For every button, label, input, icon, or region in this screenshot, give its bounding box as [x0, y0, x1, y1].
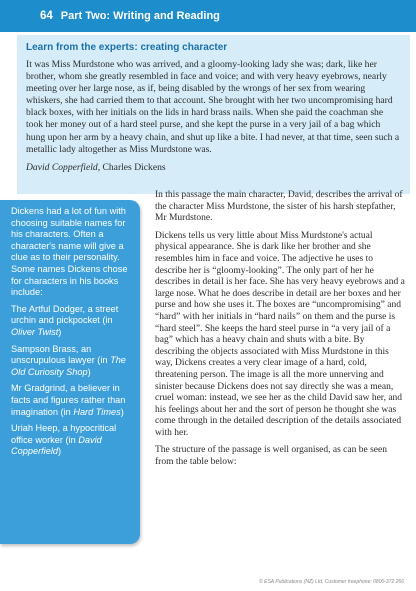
- page-number: 64: [40, 10, 53, 22]
- footer-copyright: © ESA Publications (NZ) Ltd, Customer freephone: 0800-372 266: [259, 579, 404, 585]
- main-body: [155, 190, 405, 475]
- quote-source-book: David Copperfield: [26, 161, 98, 173]
- quote-source-author: , Charles Dickens: [97, 161, 166, 173]
- body-paragraph: Dickens tells us very little about Miss Murdstone's actual physical appearance. She is dark like her brother and she resembles him in face and voice. The adjective he uses to describe her is “gloomy-looking”. The only part of her he describes in detail is her face. She has very heavy eyebrows and a large nose. What he does describe in detail are her boxes and her purse and how she uses it. The boxes are “uncompromising” and “hard” with her initials in “hard nails” on them and the purse is “hard steel”. She keeps the hard steel purse in “a very jail of a bag” which has a heavy chain and shuts with a bite. By describing the objects associated with Miss Murdstone in this way, Dickens creates a very clear image of a hard, cold, threatening person. The image is all the more unnerving and sinister because Dickens does not say directly she was a mean, cruel woman: instead, we see her as the child David saw her, and his feelings about her and the sort of person he thought she was come through in the detailed description of the details associated with her.: [155, 230, 405, 438]
- sidebar-item-close: ): [120, 406, 124, 417]
- sidebar-item-book: The Old Curiosity Shop: [11, 355, 126, 377]
- sidebar-item-desc: Sampson Brass, an unscrupulous lawyer (in: [11, 343, 111, 366]
- sidebar-item-desc: The Artful Dodger, a street urchin and pickpocket (in: [11, 303, 119, 326]
- sidebar-item: [11, 344, 134, 379]
- sidebar-item-close: ): [58, 446, 62, 457]
- sidebar-item: [11, 423, 134, 458]
- sidebar-item-desc: Uriah Heep, a hypocritical office worker (in: [11, 423, 117, 445]
- sidebar-item-book: Hard Times: [73, 406, 121, 417]
- body-paragraph: The structure of the passage is well organised, as can be seen from the table below:: [155, 445, 387, 468]
- sidebar-item: [11, 383, 134, 418]
- sidebar-item: [11, 304, 134, 339]
- section-title: Part Two: Writing and Reading: [60, 10, 220, 22]
- sidebar-item-desc: Mr Gradgrind, a believer in facts and figures rather than imagination (in: [11, 383, 126, 417]
- quote-text: It was Miss Murdstone who was arrived, and a gloomy-looking lady she was; dark, like her brother, whom she greatly resembled in face and voice; and with very heavy eyebrows, nearly meeting over her large nose, as if, being disabled by the wrongs of her sex from wearing whiskers, she had carried them to that account. She brought with her two uncompromising hard black boxes, with her initials on the lids in hard brass nails. When she paid the coachman she took her money out of a hard steel purse, and she kept the purse in a very jail of a bag which hung upon her arm by a heavy chain, and shut up like a bite. I had never, at that time, seen such a metallic lady altogether as Miss Murdstone was.: [26, 59, 400, 155]
- quote-box: [17, 35, 410, 194]
- quote-box-title: Learn from the experts: creating character: [26, 42, 228, 53]
- body-paragraph: In this passage the main character, David, describes the arrival of the character Miss Murdstone, the sister of his harsh stepfather, Mr Murdstone.: [155, 190, 403, 224]
- sidebar-item-close: ): [58, 326, 62, 337]
- sidebar-item-book: David Copperfield: [11, 434, 102, 457]
- page-header: [0, 0, 416, 32]
- quote-source: [26, 162, 400, 174]
- sidebar-item-book: Oliver Twist: [11, 326, 59, 337]
- sidebar-item-close: ): [87, 366, 91, 377]
- sidebar-intro: Dickens had a lot of fun with choosing suitable names for his characters. Often a character's name will give a clue as to their personality. Some names Dickens chose for characters in his books include:: [11, 206, 128, 298]
- sidebar-note: [0, 200, 140, 544]
